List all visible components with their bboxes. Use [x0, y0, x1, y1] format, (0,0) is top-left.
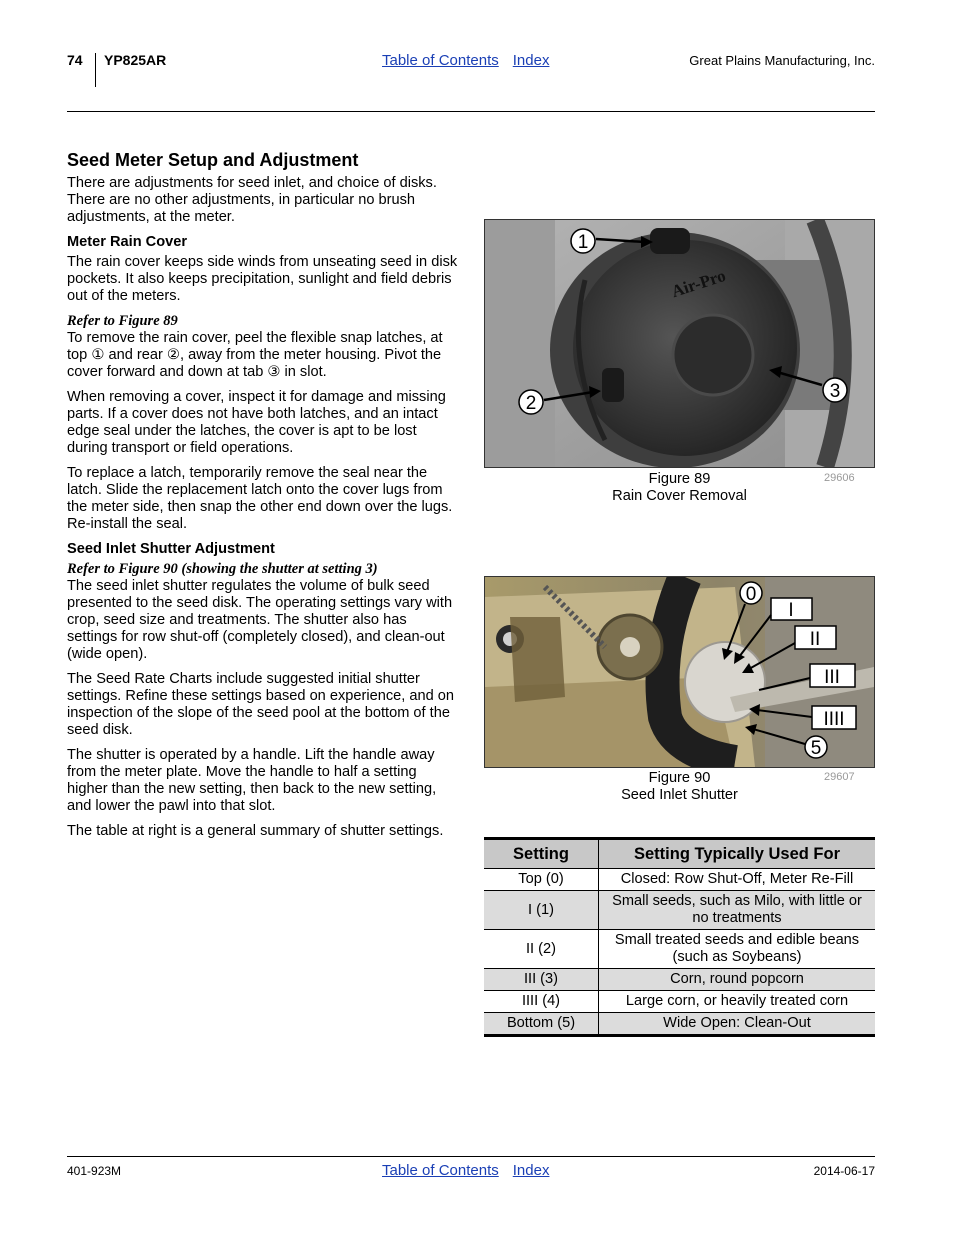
table-cell-use: Small treated seeds and edible beans (such as Soybeans) [599, 930, 876, 969]
header-divider [95, 53, 96, 87]
svg-text:III: III [824, 667, 840, 688]
figure-89-number: 29606 [824, 472, 855, 484]
table-row [484, 891, 875, 930]
doc-date: 2014-06-17 [813, 1164, 875, 1178]
table-header-use: Setting Typically Used For [599, 839, 876, 869]
rain-cover-p2: To remove the rain cover, peel the flexible snap latches, at top ① and rear ②, away from the meter housing. Pivot the cover forward and down at tab ③ in slot. [67, 330, 443, 380]
text-column [67, 149, 459, 848]
svg-text:0: 0 [745, 584, 757, 605]
page-number: 74 [67, 52, 83, 68]
svg-text:3: 3 [829, 381, 841, 402]
table-cell-setting: Top (0) [484, 869, 599, 891]
figure-89-photo [484, 219, 875, 468]
shutter-settings-table [484, 837, 875, 1037]
table-cell-use: Large corn, or heavily treated corn [599, 991, 876, 1013]
header-toc-link[interactable]: Table of Contents [382, 52, 499, 69]
svg-text:I: I [788, 600, 794, 621]
figure-89-label: Figure 89 [648, 471, 711, 487]
svg-text:IIII: IIII [823, 709, 845, 730]
intro-paragraph: There are adjustments for seed inlet, and choice of disks. There are no other adjustments, in particular no brush adjustments, at the meter. [67, 175, 437, 225]
header-links [382, 52, 549, 69]
table-row [484, 991, 875, 1013]
table-header-row [484, 839, 875, 869]
footer-links [382, 1162, 549, 1179]
figure-90-caption [484, 770, 875, 804]
table-cell-use: Closed: Row Shut-Off, Meter Re-Fill [599, 869, 876, 891]
header-rule [67, 111, 875, 112]
svg-text:II: II [809, 629, 821, 650]
svg-text:1: 1 [577, 232, 589, 253]
figure-90-label: Figure 90 [648, 770, 711, 786]
footer-rule [67, 1156, 875, 1157]
rain-cover-ref: Refer to Figure 89 [67, 313, 178, 329]
rain-cover-p1: The rain cover keeps side winds from unseating seed in disk pockets. It also keeps precipitation, sunlight and field debris out of the meters. [67, 254, 458, 304]
company-name: Great Plains Manufacturing, Inc. [689, 53, 875, 68]
table-row [484, 869, 875, 891]
table-cell-setting: I (1) [484, 891, 599, 930]
model-name: YP825AR [104, 52, 167, 68]
svg-text:5: 5 [810, 738, 822, 759]
shutter-p3: The shutter is operated by a handle. Lift the handle away from the meter plate. Move the handle to half a setting higher than the new setting, then back to the new setting, and lower the pawl into that slot. [67, 747, 437, 814]
table-row [484, 969, 875, 991]
figure-90-number: 29607 [824, 771, 855, 783]
table-cell-setting: IIII (4) [484, 991, 599, 1013]
shutter-p1: The seed inlet shutter regulates the volume of bulk seed presented to the seed disk. The operating settings vary with crop, seed size and treatments. The shutter also has settings for row shut-off (completely closed), and clean-out (wide open). [67, 578, 453, 662]
doc-number: 401-923M [67, 1164, 122, 1178]
figure-90-title: Seed Inlet Shutter [621, 787, 738, 803]
shutter-ref: Refer to Figure 90 (showing the shutter at setting 3) [67, 561, 378, 577]
table-cell-use: Small seeds, such as Milo, with little or no treatments [599, 891, 876, 930]
shutter-heading: Seed Inlet Shutter Adjustment [67, 541, 275, 557]
table-row [484, 930, 875, 969]
table-cell-setting: II (2) [484, 930, 599, 969]
table-header-setting: Setting [484, 839, 599, 869]
rain-cover-heading: Meter Rain Cover [67, 234, 188, 250]
table-row [484, 1013, 875, 1036]
air-pro-logo: Air-Pro [669, 265, 728, 302]
figure-89-title: Rain Cover Removal [612, 488, 747, 504]
section-title: Seed Meter Setup and Adjustment [67, 150, 359, 170]
table-cell-setting: Bottom (5) [484, 1013, 599, 1036]
table-cell-use: Wide Open: Clean-Out [599, 1013, 876, 1036]
footer-index-link[interactable]: Index [512, 1162, 550, 1179]
svg-text:2: 2 [525, 393, 537, 414]
rain-cover-p3: When removing a cover, inspect it for damage and missing parts. If a cover does not have both latches, and an intact edge seal under the latches, the cover is apt to be lost during transport or field operations. [67, 389, 446, 456]
figure-90-photo [484, 576, 875, 768]
header-index-link[interactable]: Index [512, 52, 550, 69]
table-cell-setting: III (3) [484, 969, 599, 991]
rain-cover-p4: To replace a latch, temporarily remove the seal near the latch. Slide the replacement latch onto the cover lugs from the meter side, then snap the other end down over the lugs. Re-install the seal. [67, 465, 453, 532]
shutter-p4: The table at right is a general summary of shutter settings. [67, 823, 444, 839]
footer-toc-link[interactable]: Table of Contents [382, 1162, 499, 1179]
figure-89-caption [484, 471, 875, 505]
shutter-p2: The Seed Rate Charts include suggested initial shutter settings. Refine these settings based on experience, and on inspection of the slope of the seed pool at the bottom of the seed disk. [67, 671, 454, 738]
table-cell-use: Corn, round popcorn [599, 969, 876, 991]
